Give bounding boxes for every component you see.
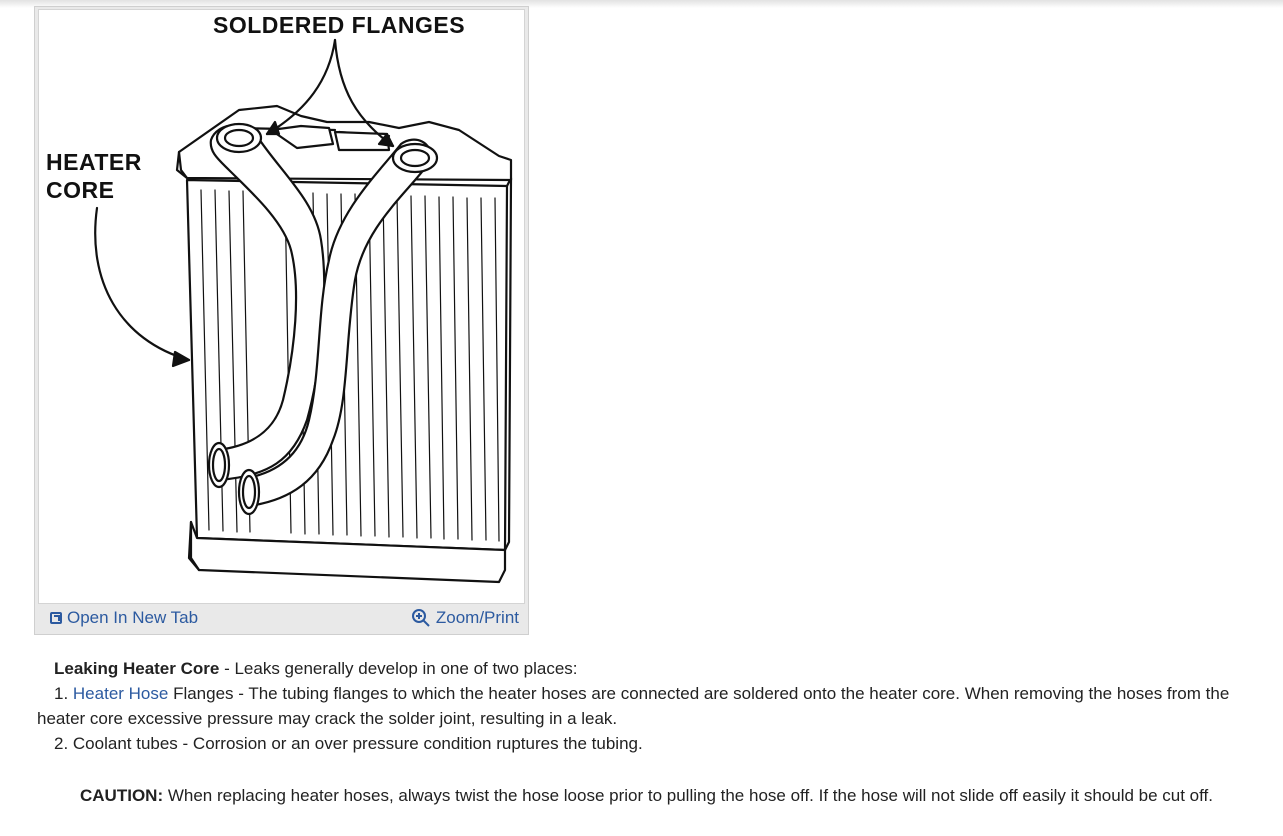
- heater-core-diagram[interactable]: [38, 9, 525, 604]
- core-arrow: [95, 208, 189, 360]
- label-heater-core: [46, 148, 142, 204]
- open-in-new-tab-label: Open In New Tab: [67, 608, 199, 627]
- intro-text: - Leaks generally develop in one of two places:: [219, 659, 578, 678]
- zoom-in-icon: [411, 608, 431, 628]
- item1-number: 1.: [54, 684, 73, 703]
- article-text: [37, 656, 1267, 756]
- caution-label: CAUTION:: [80, 786, 164, 805]
- open-in-new-tab-icon: [50, 612, 62, 624]
- item1-text: Flanges - The tubing flanges to which the heater hoses are connected are soldered onto the heater core. When removing the hoses from the heater core excessive pressure may crack the solder joint, resulting in a leak.: [37, 684, 1230, 728]
- intro-heading: Leaking Heater Core: [54, 659, 220, 678]
- figure-toolbar: [38, 604, 525, 632]
- figure-container: [34, 6, 529, 635]
- intro-paragraph: [37, 656, 1267, 681]
- heater-core-drawing: [39, 10, 525, 604]
- label-soldered-flanges: SOLDERED FLANGES: [213, 12, 466, 38]
- caution-text: When replacing heater hoses, always twist the hose loose prior to pulling the hose off. If the hose will not slide off easily it should be cut off.: [163, 786, 1213, 805]
- list-item: 2. Coolant tubes - Corrosion or an over pressure condition ruptures the tubing.: [54, 734, 643, 753]
- open-in-new-tab-link[interactable]: [50, 608, 198, 628]
- zoom-print-link[interactable]: [411, 608, 519, 628]
- label-heater-line1: HEATER: [46, 149, 142, 175]
- list-item: [37, 681, 1267, 731]
- label-heater-line2: CORE: [46, 177, 115, 203]
- zoom-print-label: Zoom/Print: [435, 608, 519, 627]
- heater-hose-link[interactable]: Heater Hose: [72, 684, 169, 703]
- caution-note: [80, 783, 1213, 808]
